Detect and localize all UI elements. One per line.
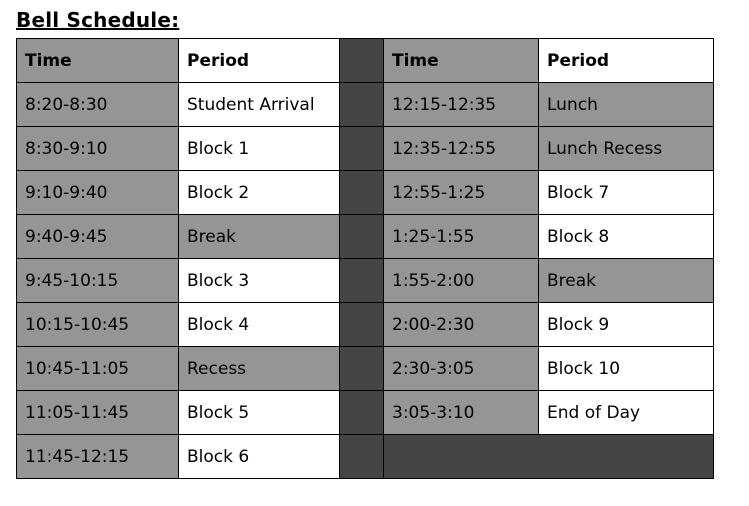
right-time-cell: 12:15-12:35 xyxy=(384,83,539,127)
left-time-cell: 10:15-10:45 xyxy=(17,303,179,347)
right-time-cell: 1:25-1:55 xyxy=(384,215,539,259)
column-separator xyxy=(340,83,384,127)
left-time-cell: 10:45-11:05 xyxy=(17,347,179,391)
empty-cell xyxy=(384,435,714,479)
right-period-header: Period xyxy=(539,39,714,83)
left-period-cell: Block 3 xyxy=(179,259,340,303)
right-period-cell: Lunch xyxy=(539,83,714,127)
right-period-cell: Break xyxy=(539,259,714,303)
schedule-body xyxy=(17,39,714,479)
right-time-cell: 12:35-12:55 xyxy=(384,127,539,171)
bell-schedule-table xyxy=(16,38,714,479)
table-row xyxy=(17,171,714,215)
table-row xyxy=(17,435,714,479)
column-separator xyxy=(340,39,384,83)
column-separator xyxy=(340,347,384,391)
right-time-cell: 3:05-3:10 xyxy=(384,391,539,435)
left-time-cell: 9:45-10:15 xyxy=(17,259,179,303)
left-period-cell: Break xyxy=(179,215,340,259)
right-period-cell: End of Day xyxy=(539,391,714,435)
right-time-cell: 2:00-2:30 xyxy=(384,303,539,347)
right-time-cell: 12:55-1:25 xyxy=(384,171,539,215)
table-row xyxy=(17,127,714,171)
column-separator xyxy=(340,127,384,171)
table-row xyxy=(17,215,714,259)
right-period-cell: Block 9 xyxy=(539,303,714,347)
left-time-cell: 8:20-8:30 xyxy=(17,83,179,127)
table-row xyxy=(17,83,714,127)
column-separator xyxy=(340,215,384,259)
left-period-cell: Block 4 xyxy=(179,303,340,347)
table-row xyxy=(17,259,714,303)
left-time-cell: 9:10-9:40 xyxy=(17,171,179,215)
left-time-cell: 11:05-11:45 xyxy=(17,391,179,435)
left-time-header: Time xyxy=(17,39,179,83)
left-time-cell: 11:45-12:15 xyxy=(17,435,179,479)
table-row xyxy=(17,391,714,435)
left-period-cell: Block 6 xyxy=(179,435,340,479)
header-row xyxy=(17,39,714,83)
left-period-cell: Block 5 xyxy=(179,391,340,435)
left-time-cell: 8:30-9:10 xyxy=(17,127,179,171)
left-period-cell: Block 1 xyxy=(179,127,340,171)
right-time-header: Time xyxy=(384,39,539,83)
left-period-cell: Student Arrival xyxy=(179,83,340,127)
right-period-cell: Block 10 xyxy=(539,347,714,391)
column-separator xyxy=(340,435,384,479)
page-title: Bell Schedule: xyxy=(16,8,180,32)
column-separator xyxy=(340,303,384,347)
table-row xyxy=(17,303,714,347)
right-time-cell: 2:30-3:05 xyxy=(384,347,539,391)
right-period-cell: Block 7 xyxy=(539,171,714,215)
left-period-cell: Recess xyxy=(179,347,340,391)
right-period-cell: Block 8 xyxy=(539,215,714,259)
column-separator xyxy=(340,259,384,303)
left-period-cell: Block 2 xyxy=(179,171,340,215)
right-period-cell: Lunch Recess xyxy=(539,127,714,171)
column-separator xyxy=(340,391,384,435)
left-time-cell: 9:40-9:45 xyxy=(17,215,179,259)
left-period-header: Period xyxy=(179,39,340,83)
column-separator xyxy=(340,171,384,215)
table-row xyxy=(17,347,714,391)
right-time-cell: 1:55-2:00 xyxy=(384,259,539,303)
